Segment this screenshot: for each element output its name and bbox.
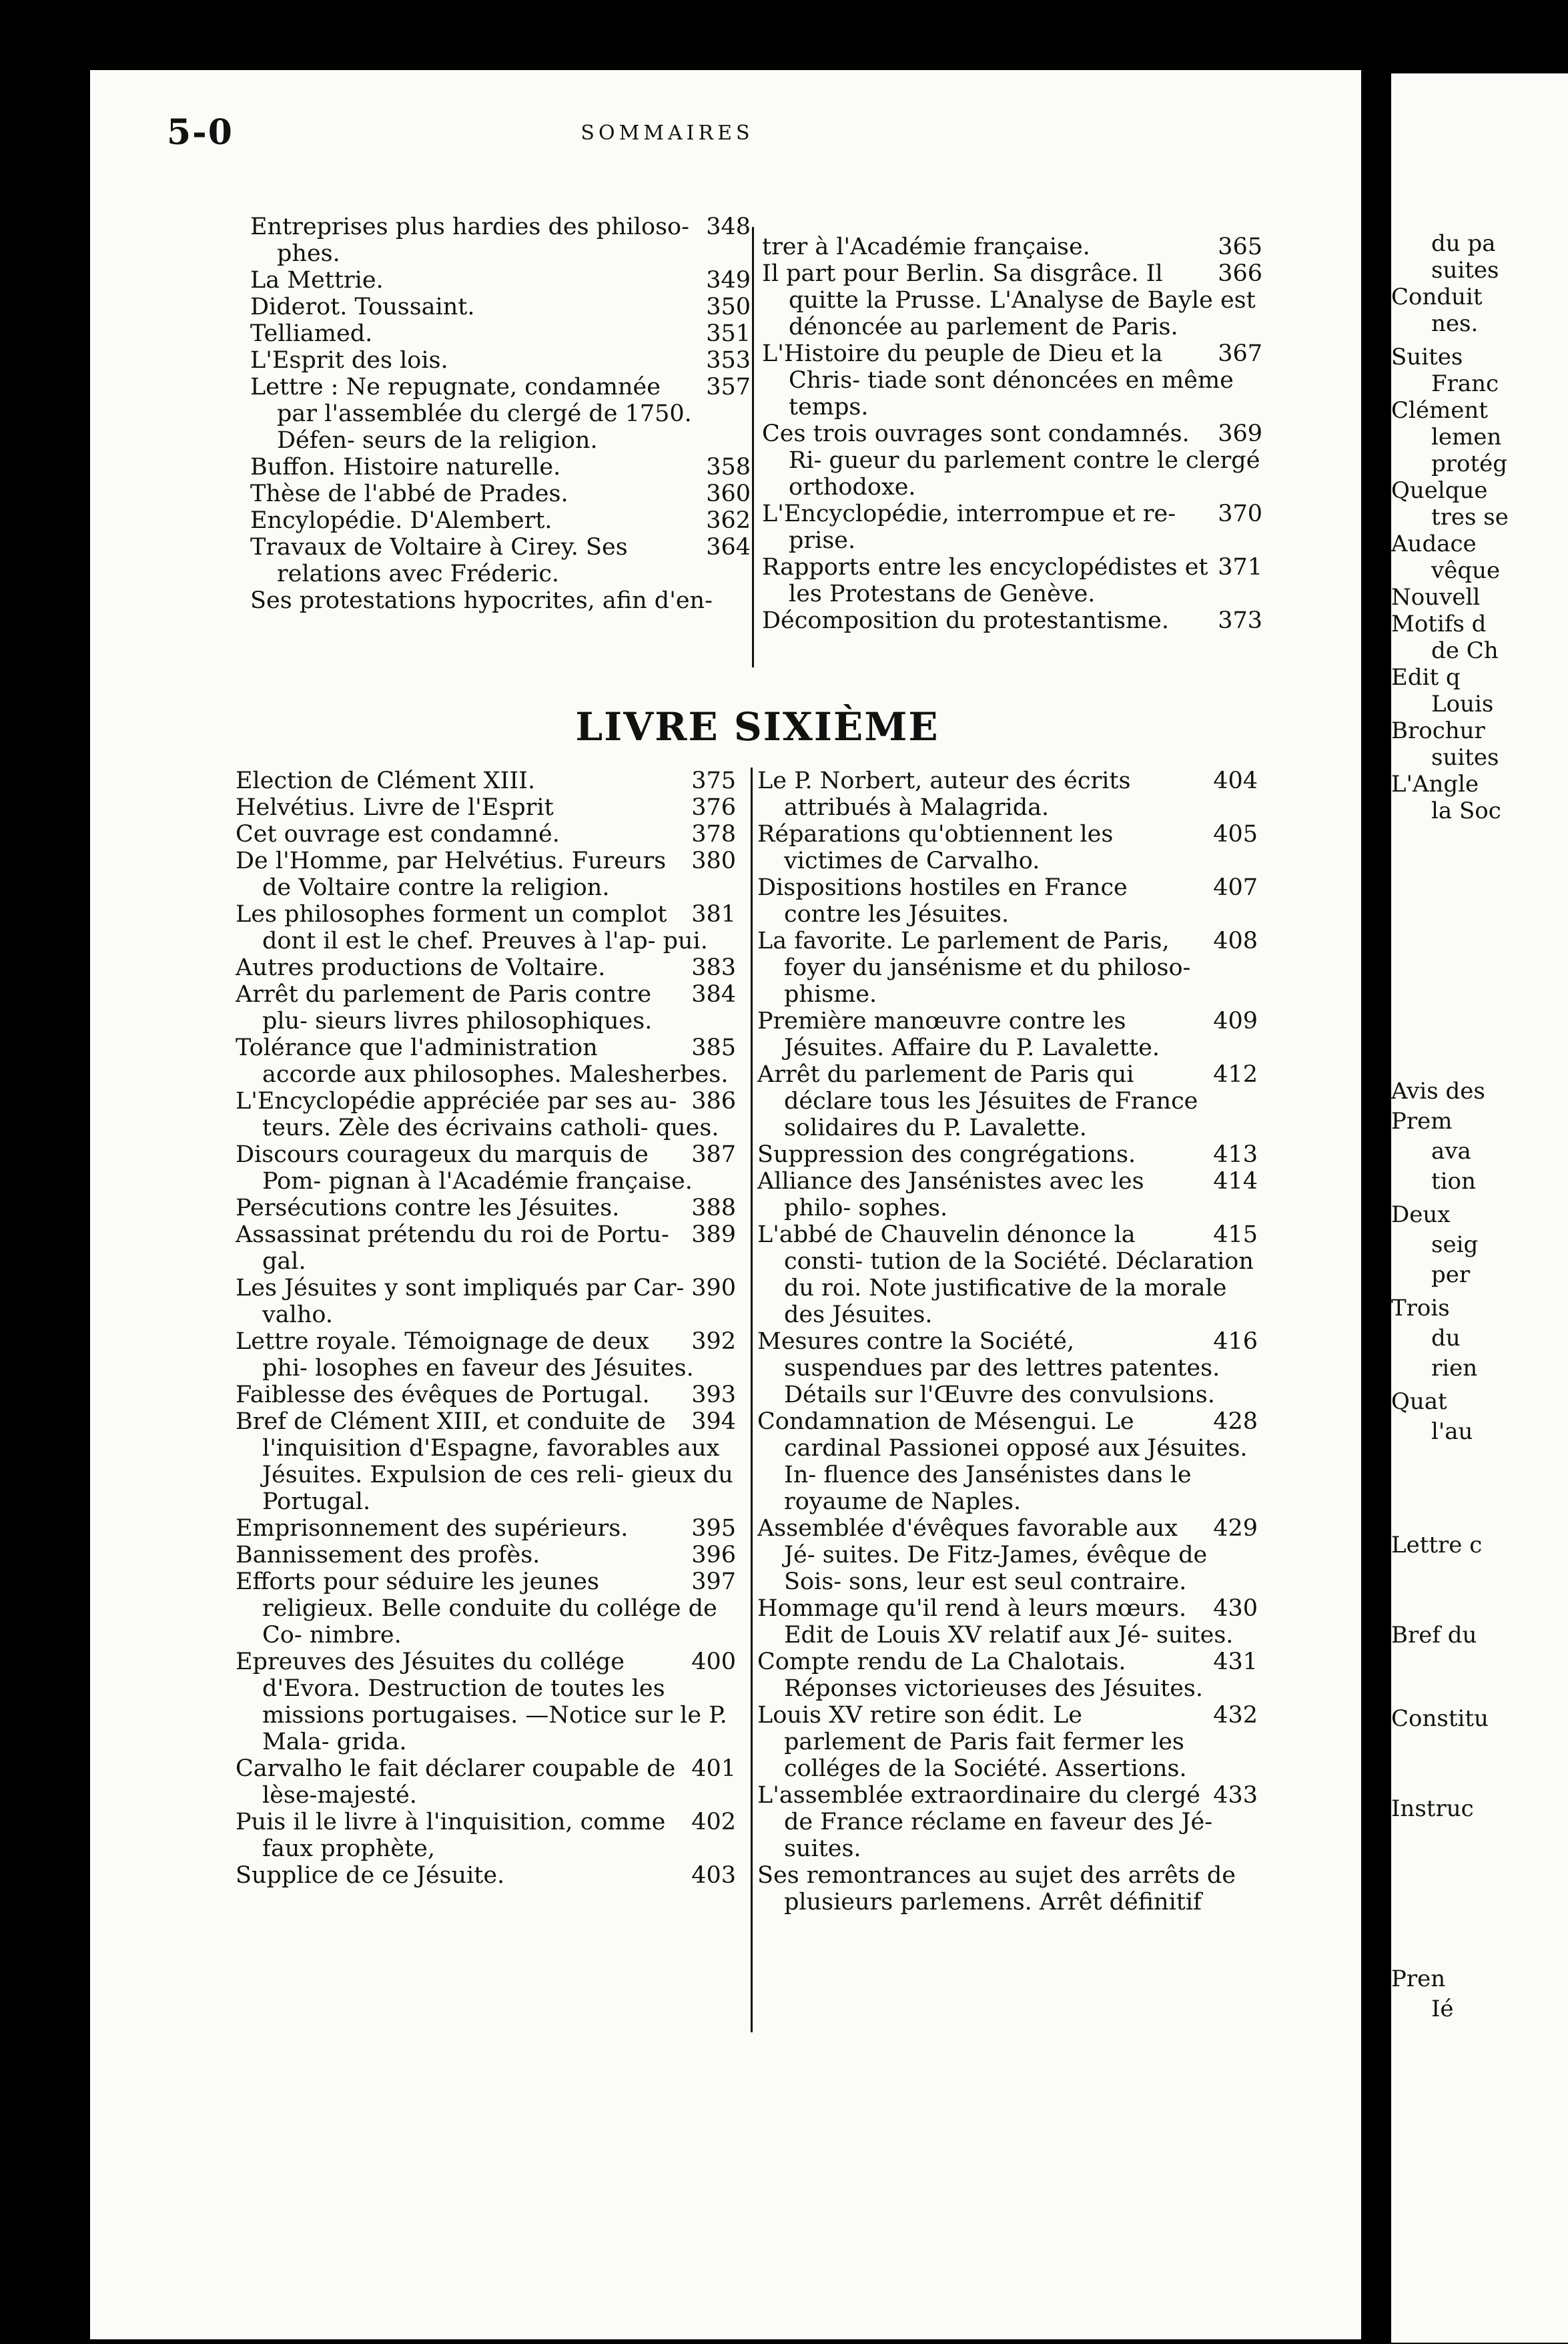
toc-entry-page: 353 <box>706 347 751 374</box>
toc-entry <box>236 1035 736 1088</box>
toc-entry-page: 376 <box>691 794 736 821</box>
toc-entry-page: 360 <box>706 481 751 507</box>
toc-entry-text: Puis il le livre à l'inquisition, comme faux prophète, <box>236 1809 666 1862</box>
toc-entry-text: Réparations qu'obtiennent les victimes de Carvalho. <box>757 821 1114 874</box>
facing-page-fragment: Franc <box>1431 370 1499 397</box>
facing-page-fragment: Louis <box>1431 691 1494 717</box>
toc-entry-text: Telliamed. <box>250 320 373 347</box>
toc-entry-text: trer à l'Académie française. <box>762 234 1090 260</box>
facing-page-fragment: rien <box>1431 1355 1478 1382</box>
toc-entry <box>757 1328 1258 1408</box>
toc-entry <box>757 874 1258 928</box>
toc-entry <box>762 340 1262 420</box>
toc-entry-page: 412 <box>1213 1061 1258 1088</box>
toc-entry-page: 403 <box>691 1862 736 1889</box>
toc-entry-page: 408 <box>1213 928 1258 954</box>
toc-entry-page: 415 <box>1213 1221 1258 1248</box>
toc-entry-text: Thèse de l'abbé de Prades. <box>250 481 568 507</box>
toc-entry-text: Epreuves des Jésuites du collége d'Evora. Destruction de toutes les missions portugaises. —Notice sur le P. Mala- grida. <box>236 1649 727 1755</box>
facing-page-fragment: lemen <box>1431 424 1502 451</box>
toc-entry-text: Alliance des Jansénistes avec les philo- sophes. <box>757 1168 1144 1221</box>
toc-entry-page: 380 <box>691 848 736 874</box>
column-divider-top <box>752 227 754 667</box>
toc-entry-page: 404 <box>1213 768 1258 794</box>
toc-entry <box>762 607 1262 634</box>
toc-entry-page: 428 <box>1213 1408 1258 1435</box>
toc-entry <box>236 1809 736 1862</box>
toc-entry-page: 431 <box>1213 1649 1258 1675</box>
toc-entry-text: L'Esprit des lois. <box>250 347 448 374</box>
toc-entry-page: 362 <box>706 507 751 534</box>
facing-page-fragment: Avis des <box>1391 1078 1485 1105</box>
facing-page-fragment: Ié <box>1431 1996 1454 2022</box>
facing-page-fragment: tres se <box>1431 504 1509 531</box>
facing-page-fragment: tion <box>1431 1168 1476 1195</box>
facing-page-fragment: Motifs d <box>1391 611 1487 637</box>
toc-entry-page: 432 <box>1213 1702 1258 1729</box>
toc-entry-page: 400 <box>691 1649 736 1675</box>
facing-page-fragment: Nouvell <box>1391 584 1481 611</box>
facing-page-fragment: nes. <box>1431 310 1479 337</box>
toc-entry <box>236 1568 736 1649</box>
facing-page-fragment: vêque <box>1431 557 1501 584</box>
column-divider-bottom <box>751 768 753 2032</box>
toc-entry <box>236 794 736 821</box>
toc-entry-text: Entreprises plus hardies des philoso- phes. <box>250 214 689 267</box>
section-title: LIVRE SIXIÈME <box>575 704 939 750</box>
toc-entry <box>757 1702 1258 1782</box>
toc-entry-text: Assassinat prétendu du roi de Portu- gal. <box>236 1221 669 1275</box>
facing-page-fragment: seig <box>1431 1231 1479 1258</box>
toc-entry-text: Le P. Norbert, auteur des écrits attribués à Malagrida. <box>757 768 1131 821</box>
facing-page-fragment: Instruc <box>1391 1795 1474 1822</box>
toc-entry-page: 394 <box>691 1408 736 1435</box>
toc-entry <box>236 1382 736 1408</box>
toc-entry-page: 357 <box>706 374 751 400</box>
toc-entry-page: 366 <box>1218 260 1262 287</box>
toc-entry-text: Condamnation de Mésengui. Le cardinal Passionei opposé aux Jésuites. In- fluence des Jansénistes dans le royaume de Naples. <box>757 1408 1248 1515</box>
toc-entry-page: 378 <box>691 821 736 848</box>
toc-entry-page: 414 <box>1213 1168 1258 1195</box>
toc-entry-text: Suppression des congrégations. <box>757 1141 1136 1168</box>
toc-entry-page: 350 <box>706 294 751 320</box>
toc-entry-text: Première manœuvre contre les Jésuites. Affaire du P. Lavalette. <box>757 1008 1160 1061</box>
toc-entry <box>757 821 1258 874</box>
toc-entry-text: Rapports entre les encyclopédistes et les Protestans de Genève. <box>762 554 1208 607</box>
toc-entry-text: Arrêt du parlement de Paris qui déclare tous les Jésuites de France solidaires du P. Lavalette. <box>757 1061 1198 1141</box>
toc-entry-text: La Mettrie. <box>250 267 384 294</box>
toc-entry-text: Assemblée d'évêques favorable aux Jé- suites. De Fitz-James, évêque de Sois- sons, leur est seul contraire. <box>757 1515 1208 1595</box>
page-header <box>167 112 1268 153</box>
facing-page-fragment: la Soc <box>1431 798 1501 824</box>
toc-entry-page: 381 <box>691 901 736 928</box>
page-number: 5-0 <box>167 112 234 153</box>
facing-page-fragment: ava <box>1431 1138 1471 1165</box>
toc-entry-text: Diderot. Toussaint. <box>250 294 475 320</box>
facing-page-fragment: l'au <box>1431 1418 1473 1445</box>
toc-entry <box>236 1195 736 1221</box>
toc-entry-text: Discours courageux du marquis de Pom- pignan à l'Académie française. <box>236 1141 693 1195</box>
facing-page-fragment: Conduit <box>1391 284 1483 310</box>
toc-entry-page: 384 <box>691 981 736 1008</box>
facing-page-fragment: Pren <box>1391 1966 1446 1992</box>
facing-page-fragment: Bref du <box>1391 1622 1477 1649</box>
toc-entry <box>757 768 1258 821</box>
facing-page-fragment: Quat <box>1391 1388 1447 1415</box>
facing-page-fragment: Clément <box>1391 397 1488 424</box>
toc-entry-text: Les Jésuites y sont impliqués par Car- valho. <box>236 1275 685 1328</box>
toc-entry <box>762 554 1262 607</box>
toc-entry-text: Carvalho le fait déclarer coupable de lèse-majesté. <box>236 1755 676 1809</box>
toc-entry-page: 369 <box>1218 420 1262 447</box>
toc-entry <box>762 260 1262 340</box>
toc-entry-text: Arrêt du parlement de Paris contre plu- sieurs livres philosophiques. <box>236 981 653 1035</box>
toc-entry-text: Bannissement des profès. <box>236 1542 540 1568</box>
toc-entry-text: L'Encyclopédie, interrompue et re- prise. <box>762 501 1176 554</box>
toc-entry-page: 433 <box>1213 1782 1258 1809</box>
toc-column-top-left <box>250 214 751 614</box>
facing-page-fragment: L'Angle <box>1391 771 1479 798</box>
toc-entry <box>236 1141 736 1195</box>
toc-entry-page: 392 <box>691 1328 736 1355</box>
toc-entry-text: Election de Clément XIII. <box>236 768 536 794</box>
toc-entry-text: De l'Homme, par Helvétius. Fureurs de Voltaire contre la religion. <box>236 848 667 901</box>
toc-entry <box>250 214 751 267</box>
toc-entry-page: 351 <box>706 320 751 347</box>
toc-entry-text: Ses protestations hypocrites, afin d'en- <box>250 587 713 614</box>
toc-entry-page: 393 <box>691 1382 736 1408</box>
toc-entry-page: 367 <box>1218 340 1262 367</box>
toc-entry <box>236 1088 736 1141</box>
toc-entry-text: Travaux de Voltaire à Cirey. Ses relations avec Fréderic. <box>250 534 628 587</box>
toc-entry-page: 402 <box>691 1809 736 1835</box>
toc-entry <box>250 454 751 481</box>
facing-page-fragment: Edit q <box>1391 664 1461 691</box>
toc-entry <box>757 1141 1258 1168</box>
toc-entry <box>757 1008 1258 1061</box>
toc-entry <box>757 1515 1258 1595</box>
toc-entry <box>250 294 751 320</box>
book-spine <box>1361 0 1391 2344</box>
facing-page-fragment: suites <box>1431 257 1499 284</box>
toc-entry-page: 371 <box>1218 554 1262 581</box>
toc-entry <box>236 1515 736 1542</box>
toc-entry-text: Les philosophes forment un complot dont il est le chef. Preuves à l'ap- pui. <box>236 901 708 954</box>
toc-entry-page: 430 <box>1213 1595 1258 1622</box>
toc-entry-text: Faiblesse des évêques de Portugal. <box>236 1382 650 1408</box>
facing-page-fragment: de Ch <box>1431 637 1499 664</box>
toc-entry-text: Efforts pour séduire les jeunes religieux. Belle conduite du collége de Co- nimbre. <box>236 1568 717 1649</box>
toc-entry-page: 389 <box>691 1221 736 1248</box>
toc-entry-text: Louis XV retire son édit. Le parlement de Paris fait fermer les colléges de la Société. Assertions. <box>757 1702 1187 1782</box>
toc-entry-page: 405 <box>1213 821 1258 848</box>
toc-entry-text: Helvétius. Livre de l'Esprit <box>236 794 554 821</box>
toc-entry-text: Buffon. Histoire naturelle. <box>250 454 561 481</box>
toc-entry <box>236 1221 736 1275</box>
toc-entry <box>250 347 751 374</box>
toc-entry <box>757 928 1258 1008</box>
toc-entry <box>762 501 1262 554</box>
facing-page-fragment: Brochur <box>1391 717 1485 744</box>
book-page-right-facing <box>1391 73 1568 2343</box>
facing-page-fragment: du <box>1431 1325 1461 1352</box>
toc-entry-page: 413 <box>1213 1141 1258 1168</box>
toc-entry-text: Persécutions contre les Jésuites. <box>236 1195 620 1221</box>
toc-column-top-right <box>762 234 1262 634</box>
toc-entry-page: 401 <box>691 1755 736 1782</box>
running-title: SOMMAIRES <box>580 121 754 145</box>
toc-entry <box>757 1595 1258 1649</box>
toc-entry <box>757 1649 1258 1702</box>
toc-entry-text: Autres productions de Voltaire. <box>236 954 606 981</box>
toc-entry <box>757 1221 1258 1328</box>
toc-entry <box>236 954 736 981</box>
toc-entry <box>236 901 736 954</box>
toc-entry-text: L'Encyclopédie appréciée par ses au- teurs. Zèle des écrivains catholi- ques. <box>236 1088 719 1141</box>
toc-entry <box>236 768 736 794</box>
toc-entry-text: Compte rendu de La Chalotais. Réponses victorieuses des Jésuites. <box>757 1649 1204 1702</box>
toc-entry-text: Lettre royale. Témoignage de deux phi- losophes en faveur des Jésuites. <box>236 1328 694 1382</box>
toc-entry <box>236 848 736 901</box>
toc-entry <box>236 1755 736 1809</box>
toc-entry <box>250 481 751 507</box>
toc-entry-page: 365 <box>1218 234 1262 260</box>
toc-entry <box>236 981 736 1035</box>
toc-entry-text: Ces trois ouvrages sont condamnés. Ri- gueur du parlement contre le clergé orthodoxe. <box>762 420 1260 501</box>
facing-page-fragment: per <box>1431 1261 1471 1288</box>
toc-entry <box>757 1168 1258 1221</box>
toc-entry-page: 407 <box>1213 874 1258 901</box>
toc-entry <box>757 1408 1258 1515</box>
toc-entry <box>236 1328 736 1382</box>
toc-entry <box>236 1649 736 1755</box>
facing-page-fragment: Quelque <box>1391 477 1488 504</box>
toc-entry-text: Cet ouvrage est condamné. <box>236 821 560 848</box>
toc-entry <box>250 507 751 534</box>
facing-page-fragment: Prem <box>1391 1108 1453 1135</box>
facing-page-fragment: suites <box>1431 744 1499 771</box>
toc-entry-page: 416 <box>1213 1328 1258 1355</box>
toc-entry <box>250 267 751 294</box>
toc-entry-text: Hommage qu'il rend à leurs mœurs. Edit de Louis XV relatif aux Jé- suites. <box>757 1595 1234 1649</box>
toc-entry-page: 385 <box>691 1035 736 1061</box>
toc-entry-text: L'abbé de Chauvelin dénonce la consti- tution de la Société. Déclaration du roi. Note justificative de la morale des Jésuites. <box>757 1221 1254 1328</box>
toc-entry-text: Tolérance que l'administration accorde aux philosophes. Malesherbes. <box>236 1035 729 1088</box>
toc-entry <box>236 1862 736 1889</box>
toc-entry-page: 373 <box>1218 607 1262 634</box>
toc-entry-text: Il part pour Berlin. Sa disgrâce. Il quitte la Prusse. L'Analyse de Bayle est dénoncée au parlement de Paris. <box>762 260 1256 340</box>
toc-entry-text: L'Histoire du peuple de Dieu et la Chris- tiade sont dénoncées en même temps. <box>762 340 1234 420</box>
toc-entry-page: 388 <box>691 1195 736 1221</box>
toc-entry-page: 375 <box>691 768 736 794</box>
toc-entry <box>757 1782 1258 1862</box>
toc-entry <box>236 1542 736 1568</box>
toc-entry-text: Décomposition du protestantisme. <box>762 607 1170 634</box>
toc-entry-page: 370 <box>1218 501 1262 527</box>
toc-entry <box>250 320 751 347</box>
toc-entry-text: Lettre : Ne repugnate, condamnée par l'assemblée du clergé de 1750. Défen- seurs de la religion. <box>250 374 692 454</box>
toc-entry <box>250 587 751 614</box>
toc-entry-page: 348 <box>706 214 751 240</box>
facing-page-fragment: protég <box>1431 451 1508 477</box>
toc-entry-page: 386 <box>691 1088 736 1115</box>
toc-entry-page: 397 <box>691 1568 736 1595</box>
facing-page-fragment: Constitu <box>1391 1705 1489 1732</box>
facing-page-fragment: Audace <box>1391 531 1477 557</box>
toc-entry <box>250 374 751 454</box>
toc-entry-text: Bref de Clément XIII, et conduite de l'inquisition d'Espagne, favorables aux Jésuites. Expulsion de ces reli- gieux du Portugal. <box>236 1408 733 1515</box>
toc-entry-page: 383 <box>691 954 736 981</box>
toc-entry-text: Encylopédie. D'Alembert. <box>250 507 552 534</box>
toc-entry-text: Emprisonnement des supérieurs. <box>236 1515 629 1542</box>
toc-entry-page: 349 <box>706 267 751 294</box>
toc-entry <box>762 420 1262 501</box>
toc-entry <box>236 821 736 848</box>
facing-page-fragment: Lettre c <box>1391 1532 1483 1558</box>
toc-entry <box>236 1275 736 1328</box>
toc-column-bottom-left <box>236 768 736 1889</box>
facing-page-fragment: du pa <box>1431 230 1496 257</box>
toc-entry-page: 358 <box>706 454 751 481</box>
toc-entry-text: Ses remontrances au sujet des arrêts de plusieurs parlemens. Arrêt définitif <box>757 1862 1236 1916</box>
toc-entry-page: 395 <box>691 1515 736 1542</box>
toc-entry <box>757 1862 1258 1916</box>
toc-entry <box>762 234 1262 260</box>
toc-entry <box>236 1408 736 1515</box>
facing-page-fragment: Trois <box>1391 1295 1450 1322</box>
toc-entry <box>250 534 751 587</box>
toc-entry-page: 396 <box>691 1542 736 1568</box>
toc-entry-page: 409 <box>1213 1008 1258 1035</box>
facing-page-fragment: Deux <box>1391 1201 1451 1228</box>
facing-page-fragment: Suites <box>1391 344 1463 370</box>
toc-entry-text: La favorite. Le parlement de Paris, foyer du jansénisme et du philoso- phisme. <box>757 928 1191 1008</box>
toc-entry-text: L'assemblée extraordinaire du clergé de France réclame en faveur des Jé- suites. <box>757 1782 1213 1862</box>
toc-entry-text: Mesures contre la Société, suspendues par des lettres patentes. Détails sur l'Œuvre des convulsions. <box>757 1328 1220 1408</box>
toc-entry-page: 364 <box>706 534 751 561</box>
toc-entry-page: 387 <box>691 1141 736 1168</box>
toc-entry-page: 390 <box>691 1275 736 1301</box>
toc-entry <box>757 1061 1258 1141</box>
toc-column-bottom-right <box>757 768 1258 1916</box>
toc-entry-page: 429 <box>1213 1515 1258 1542</box>
toc-entry-text: Dispositions hostiles en France contre les Jésuites. <box>757 874 1128 928</box>
toc-entry-text: Supplice de ce Jésuite. <box>236 1862 505 1889</box>
